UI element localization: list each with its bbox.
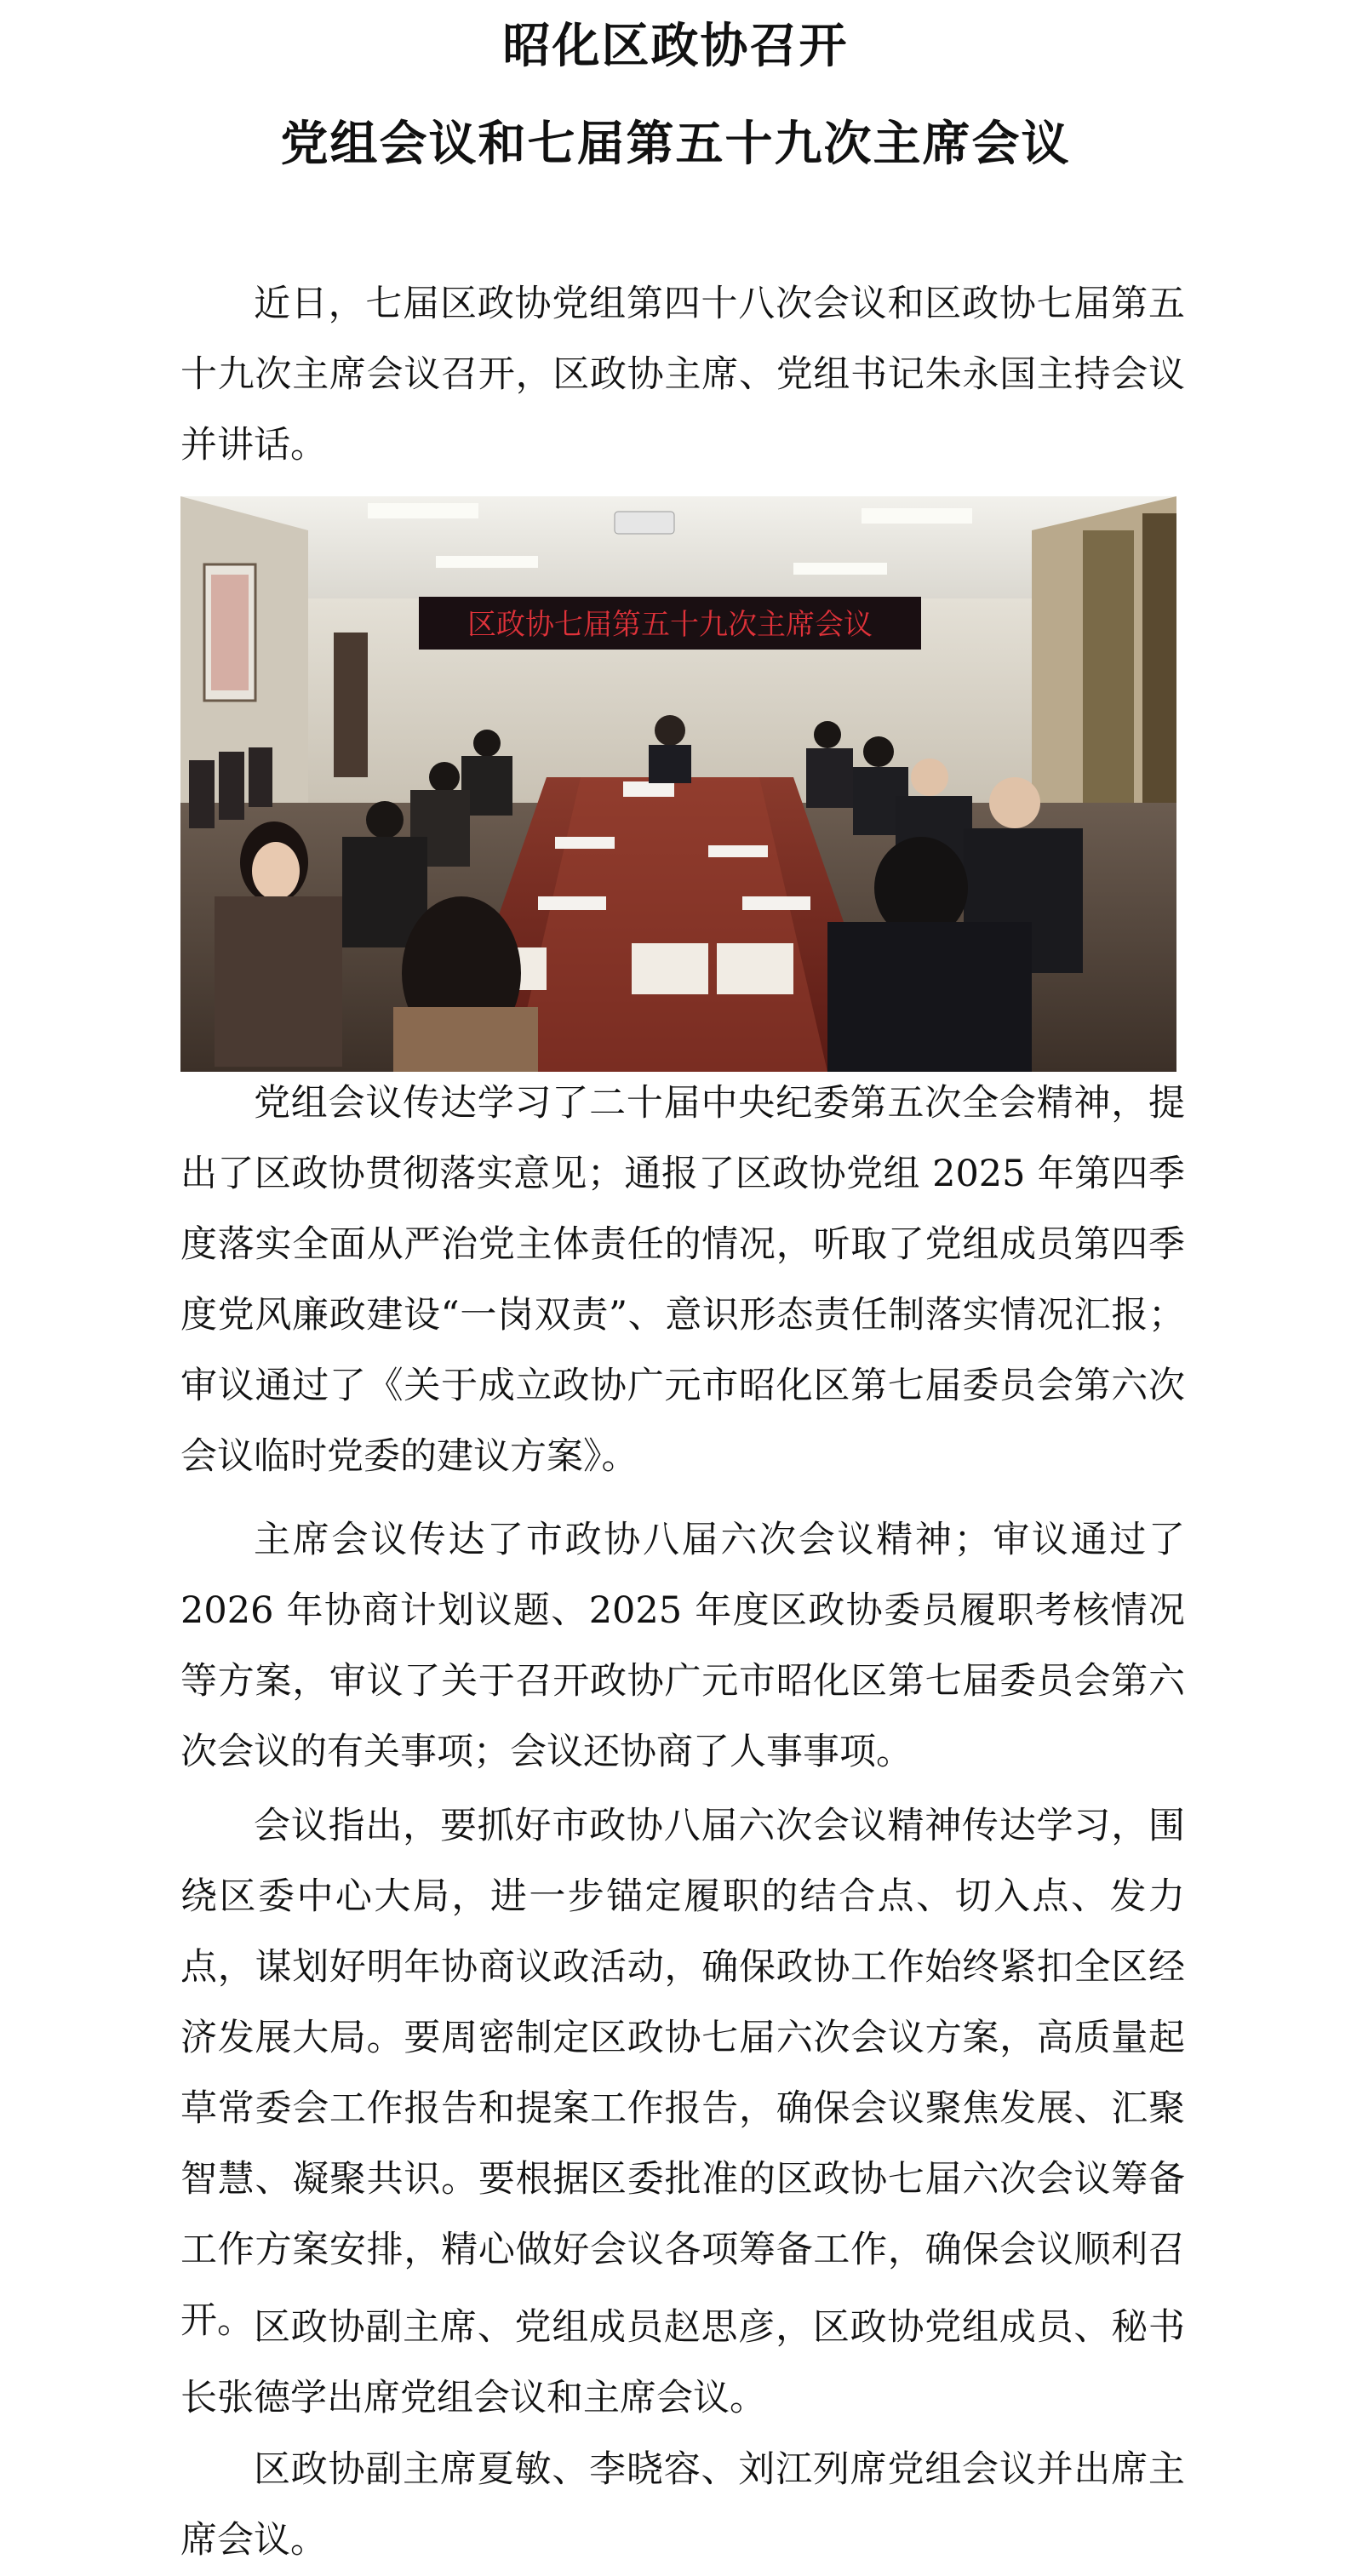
- paragraph-chair-meeting: 主席会议传达了市政协八届六次会议精神；审议通过了 2026 年协商计划议题、2025 年度区政协委员履职考核情况等方案，审议了关于召开政协广元市昭化区第七届委员会第六次会议的有关事项；会议还协商了人事事项。: [180, 1519, 1185, 1773]
- paragraph-observers: 区政协副主席夏敏、李晓容、刘江列席党组会议并出席主席会议。: [180, 2448, 1185, 2562]
- paragraph-intro: 近日，七届区政协党组第四十八次会议和区政协七届第五十九次主席会议召开，区政协主席、党组书记朱永国主持会议并讲话。: [180, 283, 1185, 467]
- paragraph-attendees: 区政协副主席、党组成员赵思彦，区政协党组成员、秘书长张德学出席党组会议和主席会议。: [180, 2306, 1185, 2419]
- paragraph-party-meeting: 党组会议传达学习了二十届中央纪委第五次全会精神，提出了区政协贯彻落实意见；通报了区政协党组 2025 年第四季度落实全面从严治党主体责任的情况，听取了党组成员第四季度党风廉政建设“一岗双责”、意识形态责任制落实情况汇报；审议通过了《关于成立政协广元市昭化区第七届委员会第六次会议临时党委的建议方案》。: [180, 1082, 1185, 1478]
- title-line-1: 昭化区政协召开: [502, 19, 849, 74]
- paragraph-meeting-notes: 会议指出，要抓好市政协八届六次会议精神传达学习，围绕区委中心大局，进一步锚定履职的结合点、切入点、发力点，谋划好明年协商议政活动，确保政协工作始终紧扣全区经济发展大局。要周密制定区政协七届六次会议方案，高质量起草常委会工作报告和提案工作报告，确保会议聚焦发展、汇聚智慧、凝聚共识。要根据区委批准的区政协七届六次会议筹备工作方案安排，精心做好会议各项筹备工作，确保会议顺利召开。: [180, 1805, 1185, 2342]
- title-line-2: 党组会议和七届第五十九次主席会议: [280, 117, 1071, 172]
- banner-text: 区政协七届第五十九次主席会议: [467, 608, 873, 642]
- meeting-photo: [180, 496, 1176, 1072]
